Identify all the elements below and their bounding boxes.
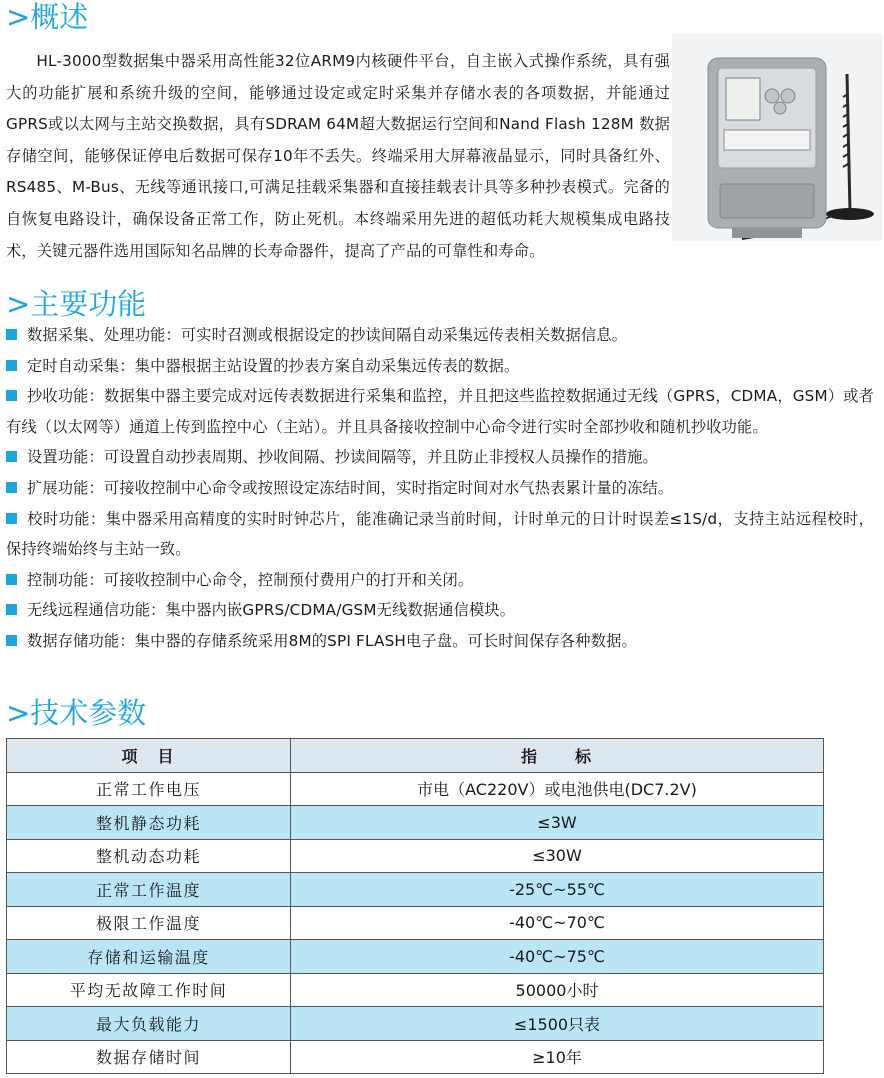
- param-name: 平均无故障工作时间: [7, 973, 291, 1007]
- list-item: [6, 351, 874, 382]
- param-name: 最大负载能力: [7, 1007, 291, 1041]
- table-row: [7, 873, 824, 907]
- list-item-text: 数据采集、处理功能：可实时召测或根据设定的抄读间隔自动采集远传表相关数据信息。: [27, 326, 628, 344]
- square-bullet-icon: [6, 604, 17, 615]
- param-value: ≤30W: [291, 839, 824, 873]
- table-row: [7, 906, 824, 940]
- table-header-row: [7, 739, 824, 773]
- list-item-text: 控制功能：可接收控制中心命令，控制预付费用户的打开和关闭。: [27, 570, 474, 589]
- list-item-text: 无线远程通信功能：集中器内嵌GPRS/CDMA/GSM无线数据通信模块。: [27, 601, 516, 620]
- table-row: [7, 772, 824, 806]
- list-item-text: 定时自动采集：集中器根据主站设置的抄表方案自动采集远传表的数据。: [27, 356, 520, 375]
- param-value: ≤3W: [291, 806, 824, 840]
- functions-list: [6, 320, 874, 657]
- square-bullet-icon: [6, 451, 17, 462]
- param-value: ≥10年: [291, 1040, 824, 1074]
- column-header-item: 项 目: [7, 739, 291, 773]
- list-item: [6, 442, 874, 473]
- functions-heading: >主要功能: [6, 287, 147, 321]
- params-heading: >技术参数: [6, 696, 147, 730]
- table-row: [7, 1040, 824, 1074]
- list-item-text: 抄收功能：数据集中器主要完成对远传表数据进行采集和监控，并且把这些监控数据通过无线（GPRS，CDMA，GSM）或者有线（以太网等）通道上传到监控中心（主站）。并且具备接收控制中心命令进行实时全部抄收和随机抄收功能。: [6, 387, 874, 436]
- param-name: 存储和运输温度: [7, 940, 291, 974]
- param-name: 整机静态功耗: [7, 806, 291, 840]
- table-row: [7, 973, 824, 1007]
- table-row: [7, 1007, 824, 1041]
- param-value: ≤1500只表: [291, 1007, 824, 1041]
- param-value: -40℃~75℃: [291, 940, 824, 974]
- param-name: 极限工作温度: [7, 906, 291, 940]
- list-item: [6, 626, 874, 657]
- overview-paragraph: HL-3000型数据集中器采用高性能32位ARM9内核硬件平台，自主嵌入式操作系统，具有强大的功能扩展和系统升级的空间，能够通过设定或定时采集并存储水表的各项数据，并能通过GPRS或以太网与主站交换数据，具有SDRAM 64M超大数据运行空间和Nand Flash 128M 数据存储空间，能够保证停电后数据可保存10年不丢失。终端采用大屏幕液晶显示，同时具备红外、RS485、M-Bus、无线等通讯接口,可满足挂载采集器和直接挂载表计具等多种抄表模式。完备的自恢复电路设计，确保设备正常工作，防止死机。本终端采用先进的超低功耗大规模集成电路技术，关键元器件选用国际知名品牌的长寿命器件，提高了产品的可靠性和寿命。: [6, 52, 670, 260]
- list-item: [6, 381, 874, 442]
- param-name: 整机动态功耗: [7, 839, 291, 873]
- param-value: 市电（AC220V）或电池供电(DC7.2V): [291, 772, 824, 806]
- overview-heading: >概述: [6, 0, 89, 34]
- table-row: [7, 839, 824, 873]
- list-item: [6, 320, 874, 351]
- list-item: [6, 473, 874, 504]
- param-name: 正常工作温度: [7, 873, 291, 907]
- square-bullet-icon: [6, 635, 17, 646]
- list-item: [6, 595, 874, 626]
- column-header-value: 指 标: [291, 739, 824, 773]
- params-table: [6, 738, 824, 1074]
- list-item-text: 扩展功能：可接收控制中心命令或按照设定冻结时间，实时指定时间对水气热表累计量的冻结。: [27, 478, 674, 497]
- square-bullet-icon: [6, 574, 17, 585]
- square-bullet-icon: [6, 329, 17, 340]
- param-value: 50000小时: [291, 973, 824, 1007]
- list-item-text: 校时功能：集中器采用高精度的实时时钟芯片，能准确记录当前时间，计时单元的日计时误差≤1S/d，支持主站远程校时，保持终端始终与主站一致。: [6, 509, 874, 559]
- product-image: [672, 34, 882, 241]
- list-item-text: 数据存储功能：集中器的存储系统采用8M的SPI FLASH电子盘。可长时间保存各种数据。: [27, 631, 637, 650]
- list-item: [6, 565, 874, 596]
- param-value: -25℃~55℃: [291, 873, 824, 907]
- param-name: 数据存储时间: [7, 1040, 291, 1074]
- square-bullet-icon: [6, 390, 17, 401]
- param-value: -40℃~70℃: [291, 906, 824, 940]
- square-bullet-icon: [6, 482, 17, 493]
- square-bullet-icon: [6, 513, 17, 524]
- square-bullet-icon: [6, 360, 17, 371]
- list-item: [6, 504, 874, 565]
- list-item-text: 设置功能：可设置自动抄表周期、抄收间隔、抄读间隔等，并且防止非授权人员操作的措施。: [27, 448, 658, 467]
- table-row: [7, 940, 824, 974]
- table-row: [7, 806, 824, 840]
- param-name: 正常工作电压: [7, 772, 291, 806]
- data-concentrator-device-image: [672, 34, 882, 241]
